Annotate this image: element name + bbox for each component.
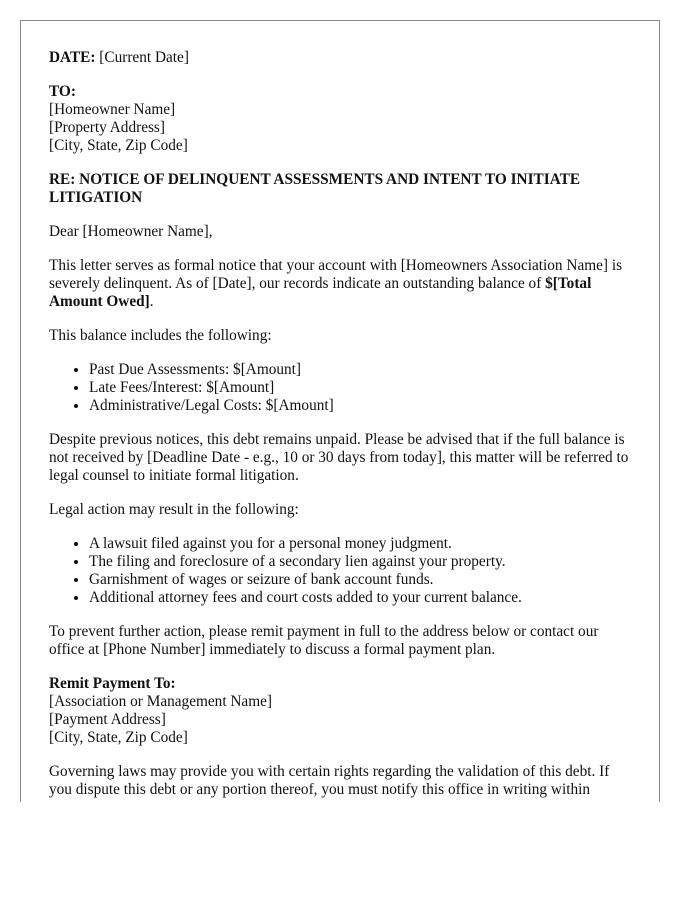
- remit-block: [49, 675, 631, 747]
- remit-city: [City, State, Zip Code]: [49, 729, 188, 746]
- date-line: [49, 49, 631, 67]
- legal-item-garnishment: • Garnishment of wages or seizure of bank account funds.: [89, 571, 631, 589]
- date-value: [Current Date]: [95, 49, 189, 66]
- balance-list: [49, 361, 631, 415]
- intro-text: This letter serves as formal notice that your account with [Homeowners Association Name] is severely delinquent. As of [Date], our records indicate an outstanding balance of: [49, 257, 623, 292]
- total-amount: $[Total Amount Owed]: [49, 275, 592, 310]
- remit-name: [Association or Management Name]: [49, 693, 273, 710]
- letter-content: [21, 21, 659, 799]
- remit-label: Remit Payment To:: [49, 675, 176, 692]
- intro-end: .: [149, 293, 154, 310]
- recipient-city: [City, State, Zip Code]: [49, 137, 188, 154]
- balance-intro: This balance includes the following:: [49, 327, 272, 344]
- recipient-address: [Property Address]: [49, 119, 165, 136]
- to-label: TO:: [49, 83, 76, 100]
- intro-paragraph: [49, 257, 631, 311]
- legal-item-fees: • Additional attorney fees and court costs added to your current balance.: [89, 589, 631, 607]
- remit-address: [Payment Address]: [49, 711, 166, 728]
- letter-page: [20, 20, 660, 802]
- balance-item-late-fees: • Late Fees/Interest: $[Amount]: [89, 379, 631, 397]
- governing-paragraph: Governing laws may provide you with certain rights regarding the validation of this debt. If you dispute this debt or any portion thereof, you must notify this office in writing within: [49, 763, 610, 798]
- balance-item-admin-costs: • Administrative/Legal Costs: $[Amount]: [89, 397, 631, 415]
- prevent-paragraph: To prevent further action, please remit payment in full to the address below or contact our office at [Phone Number] immediately to discuss a formal payment plan.: [49, 623, 599, 658]
- subject-line: RE: NOTICE OF DELINQUENT ASSESSMENTS AND INTENT TO INITIATE LITIGATION: [49, 171, 581, 206]
- warning-paragraph: Despite previous notices, this debt remains unpaid. Please be advised that if the full balance is not received by [Deadline Date - e.g., 10 or 30 days from today], this matter will be referred to legal counsel to initiate formal litigation.: [49, 431, 629, 484]
- legal-list: [49, 535, 631, 607]
- salutation: Dear [Homeowner Name],: [49, 223, 213, 240]
- recipient-block: [49, 83, 631, 155]
- legal-item-lien: • The filing and foreclosure of a secondary lien against your property.: [89, 553, 631, 571]
- legal-intro: Legal action may result in the following:: [49, 501, 299, 518]
- legal-item-lawsuit: • A lawsuit filed against you for a personal money judgment.: [89, 535, 631, 553]
- date-label: DATE:: [49, 49, 96, 66]
- recipient-name: [Homeowner Name]: [49, 101, 176, 118]
- balance-item-assessments: • Past Due Assessments: $[Amount]: [89, 361, 631, 379]
